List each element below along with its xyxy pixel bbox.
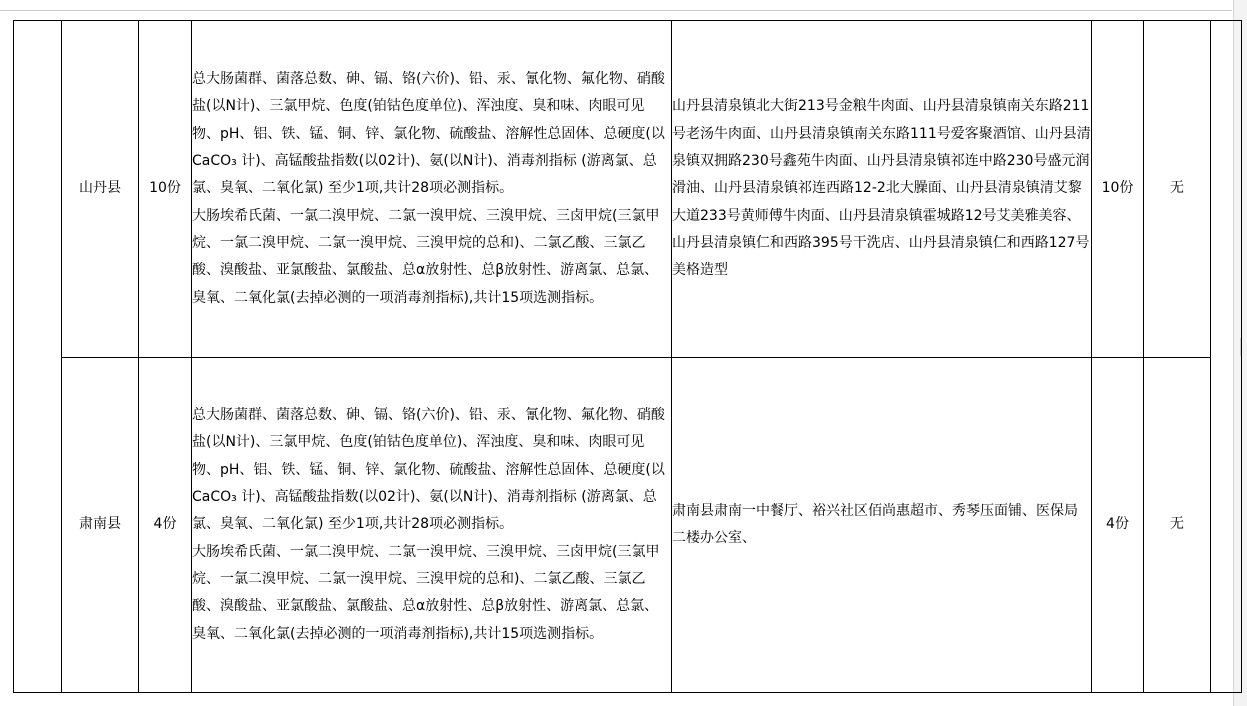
location-count-cell: 4份 <box>1092 358 1144 693</box>
trailing-cell <box>1211 21 1242 693</box>
location-count-cell: 10份 <box>1092 21 1144 358</box>
required-items-text: 总大肠菌群、菌落总数、砷、镉、铬(六价)、铅、汞、氰化物、氟化物、硝酸盐(以N计)、三氯甲烷、色度(铂钴色度单位)、浑浊度、臭和味、肉眼可见物、pH、铝、铁、锰、铜、锌、氯化物、硫酸盐、溶解性总固体、总硬度(以CaCO₃ 计)、高锰酸盐指数(以02计)、氨(以N计)、消毒剂指标 (游离氯、总氯、臭氧、二氧化氯) 至少1项,共计28项必测指标。 <box>192 407 665 533</box>
optional-items-text: 大肠埃希氏菌、一氯二溴甲烷、二氯一溴甲烷、三溴甲烷、三卤甲烷(三氯甲烷、一氯二溴甲烷、二氯一溴甲烷、三溴甲烷的总和)、二氯乙酸、三氯乙酸、溴酸盐、亚氯酸盐、氯酸盐、总α放射性、总β放射性、游离氯、总氯、臭氧、二氧化氯(去掉必测的一项消毒剂指标),共计15项选测指标。 <box>192 543 660 642</box>
sample-count-cell: 4份 <box>139 358 192 693</box>
remark-cell: 无 <box>1144 21 1211 358</box>
table-row <box>14 358 1242 693</box>
county-cell: 山丹县 <box>62 21 139 358</box>
test-items-cell <box>192 358 672 693</box>
required-items-text: 总大肠菌群、菌落总数、砷、镉、铬(六价)、铅、汞、氰化物、氟化物、硝酸盐(以N计)、三氯甲烷、色度(铂钴色度单位)、浑浊度、臭和味、肉眼可见物、pH、铝、铁、锰、铜、锌、氯化物、硫酸盐、溶解性总固体、总硬度(以CaCO₃ 计)、高锰酸盐指数(以02计)、氨(以N计)、消毒剂指标 (游离氯、总氯、臭氧、二氧化氯) 至少1项,共计28项必测指标。 <box>192 71 665 197</box>
optional-items-text: 大肠埃希氏菌、一氯二溴甲烷、二氯一溴甲烷、三溴甲烷、三卤甲烷(三氯甲烷、一氯二溴甲烷、二氯一溴甲烷、三溴甲烷的总和)、二氯乙酸、三氯乙酸、溴酸盐、亚氯酸盐、氯酸盐、总α放射性、总β放射性、游离氯、总氯、臭氧、二氧化氯(去掉必测的一项消毒剂指标),共计15项选测指标。 <box>192 207 660 306</box>
locations-cell: 山丹县清泉镇北大街213号金粮牛肉面、山丹县清泉镇南关东路211号老汤牛肉面、山丹县清泉镇南关东路111号爱客聚酒馆、山丹县清泉镇双拥路230号鑫苑牛肉面、山丹县清泉镇祁连中路230号盛元润滑油、山丹县清泉镇祁连西路12-2北大臊面、山丹县清泉镇清艾黎大道233号黄师傅牛肉面、山丹县清泉镇霍城路12号艾美雅美容、山丹县清泉镇仁和西路395号干洗店、山丹县清泉镇仁和西路127号美格造型 <box>672 21 1092 358</box>
sample-count-cell: 10份 <box>139 21 192 358</box>
test-items-cell <box>192 21 672 358</box>
remark-cell: 无 <box>1144 358 1211 693</box>
table-row <box>14 21 1242 358</box>
locations-cell: 肃南县肃南一中餐厅、裕兴社区佰尚惠超市、秀琴压面铺、医保局二楼办公室、 <box>672 358 1092 693</box>
county-cell: 肃南县 <box>62 358 139 693</box>
page-top-border <box>0 10 1232 11</box>
index-cell <box>14 21 62 693</box>
sampling-table <box>13 20 1242 693</box>
